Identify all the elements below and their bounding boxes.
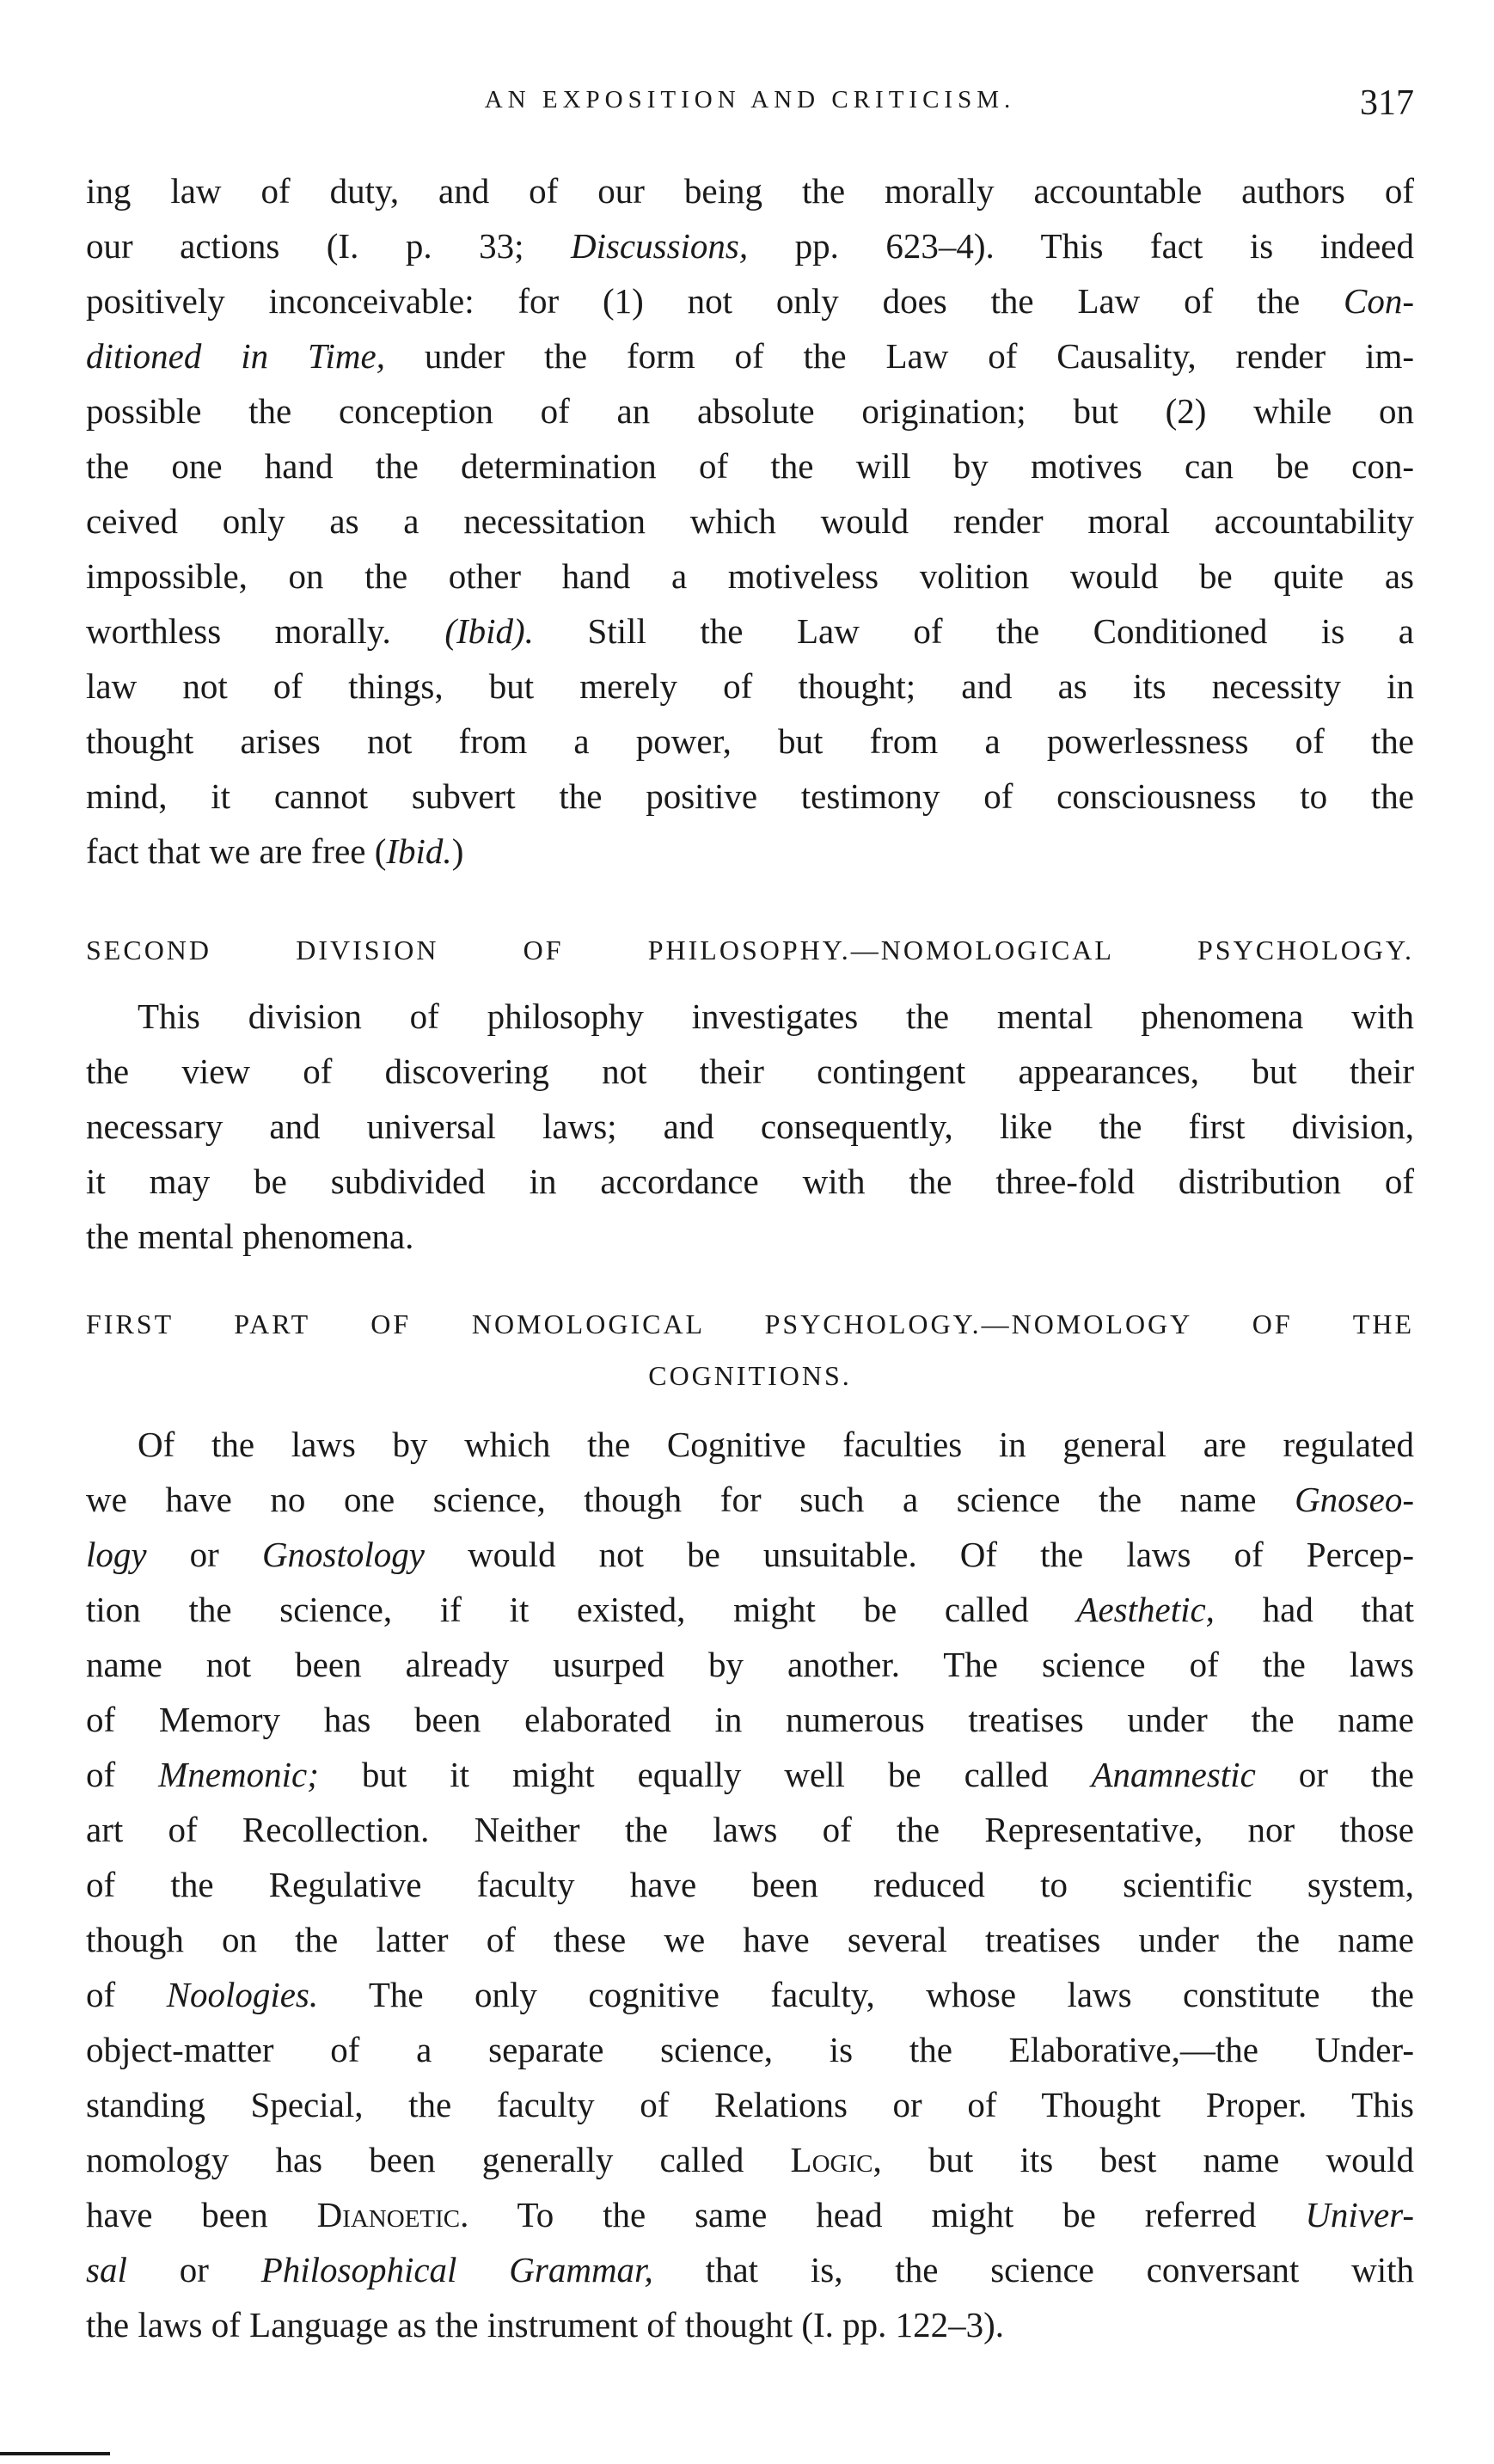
text-line: the one hand the determination of the will by motives can be con- (86, 446, 1414, 486)
part-heading-line: COGNITIONS. (648, 1360, 852, 1391)
text-line: though on the latter of these we have several treatises under the name (86, 1920, 1414, 1959)
text-line: the mental phenomena. (86, 1217, 414, 1256)
section-heading-text: SECOND DIVISION OF PHILOSOPHY.—NOMOLOGICAL PSYCHOLOGY. (86, 935, 1414, 965)
text-line: nomology has been generally called Logic, but its best name would (86, 2140, 1414, 2179)
text-line: impossible, on the other hand a motiveless volition would be quite as (86, 556, 1414, 596)
paragraph-continued (86, 163, 1414, 879)
text-line: of Mnemonic; but it might equally well be called Anamnestic or the (86, 1755, 1415, 1794)
section-heading (86, 924, 1414, 976)
text-line: This division of philosophy investigates the mental phenomena with (138, 996, 1414, 1036)
text-line: fact that we are free (Ibid.) (86, 831, 464, 871)
text-line: law not of things, but merely of thought; and as its necessity in (86, 666, 1414, 706)
text-line: have been Dianoetic. To the same head might be referred Univer- (86, 2195, 1414, 2234)
part-heading-line: FIRST PART OF NOMOLOGICAL PSYCHOLOGY.—NOMOLOGY OF THE (86, 1309, 1414, 1339)
text-line: ing law of duty, and of our being the morally accountable authors of (86, 171, 1414, 211)
text-line: thought arises not from a power, but from a powerlessness of the (86, 721, 1414, 761)
page-edge-rule (0, 2452, 110, 2455)
text-line: ditioned in Time, under the form of the Law of Causality, render im- (86, 336, 1415, 376)
paragraph (86, 989, 1414, 1264)
text-line: our actions (I. p. 33; Discussions, pp. 623–4). This fact is indeed (86, 226, 1414, 266)
text-line: of the Regulative faculty have been reduced to scientific system, (86, 1865, 1414, 1904)
paragraph (86, 1417, 1414, 2352)
text-line: of Memory has been elaborated in numerous treatises under the name (86, 1700, 1414, 1739)
text-line: sal or Philosophical Grammar, that is, the science conversant with (86, 2250, 1415, 2289)
text-line: Of the laws by which the Cognitive faculties in general are regulated (138, 1425, 1414, 1464)
text-line: standing Special, the faculty of Relations or of Thought Proper. This (86, 2085, 1414, 2124)
text-line: necessary and universal laws; and consequently, like the first division, (86, 1106, 1414, 1146)
text-line: the laws of Language as the instrument of thought (I. pp. 122–3). (86, 2305, 1005, 2344)
text-line: mind, it cannot subvert the positive testimony of consciousness to the (86, 776, 1414, 816)
running-head (86, 83, 1414, 126)
text-line: the view of discovering not their contingent appearances, but their (86, 1051, 1414, 1091)
text-line: tion the science, if it existed, might be called Aesthetic, had that (86, 1590, 1414, 1629)
page-number: 317 (1360, 83, 1414, 123)
text-line: possible the conception of an absolute origination; but (2) while on (86, 391, 1414, 431)
text-line: it may be subdivided in accordance with the three-fold distribution of (86, 1162, 1414, 1201)
text-line: of Noologies. The only cognitive faculty, whose laws constitute the (86, 1975, 1414, 2014)
text-line: object-matter of a separate science, is the Elaborative,—the Under- (86, 2030, 1414, 2069)
part-heading (86, 1298, 1414, 1401)
text-line: name not been already usurped by another. The science of the laws (86, 1645, 1414, 1684)
text-line: positively inconceivable: for (1) not only does the Law of the Con- (86, 281, 1414, 321)
text-line: we have no one science, though for such a science the name Gnoseo- (86, 1480, 1414, 1519)
text-line: art of Recollection. Neither the laws of the Representative, nor those (86, 1810, 1414, 1849)
running-title: AN EXPOSITION AND CRITICISM. (484, 86, 1016, 113)
text-line: logy or Gnostology would not be unsuitable. Of the laws of Percep- (86, 1535, 1415, 1574)
text-line: ceived only as a necessitation which would render moral accountability (86, 501, 1414, 541)
text-line: worthless morally. (Ibid). Still the Law of the Conditioned is a (86, 611, 1414, 651)
